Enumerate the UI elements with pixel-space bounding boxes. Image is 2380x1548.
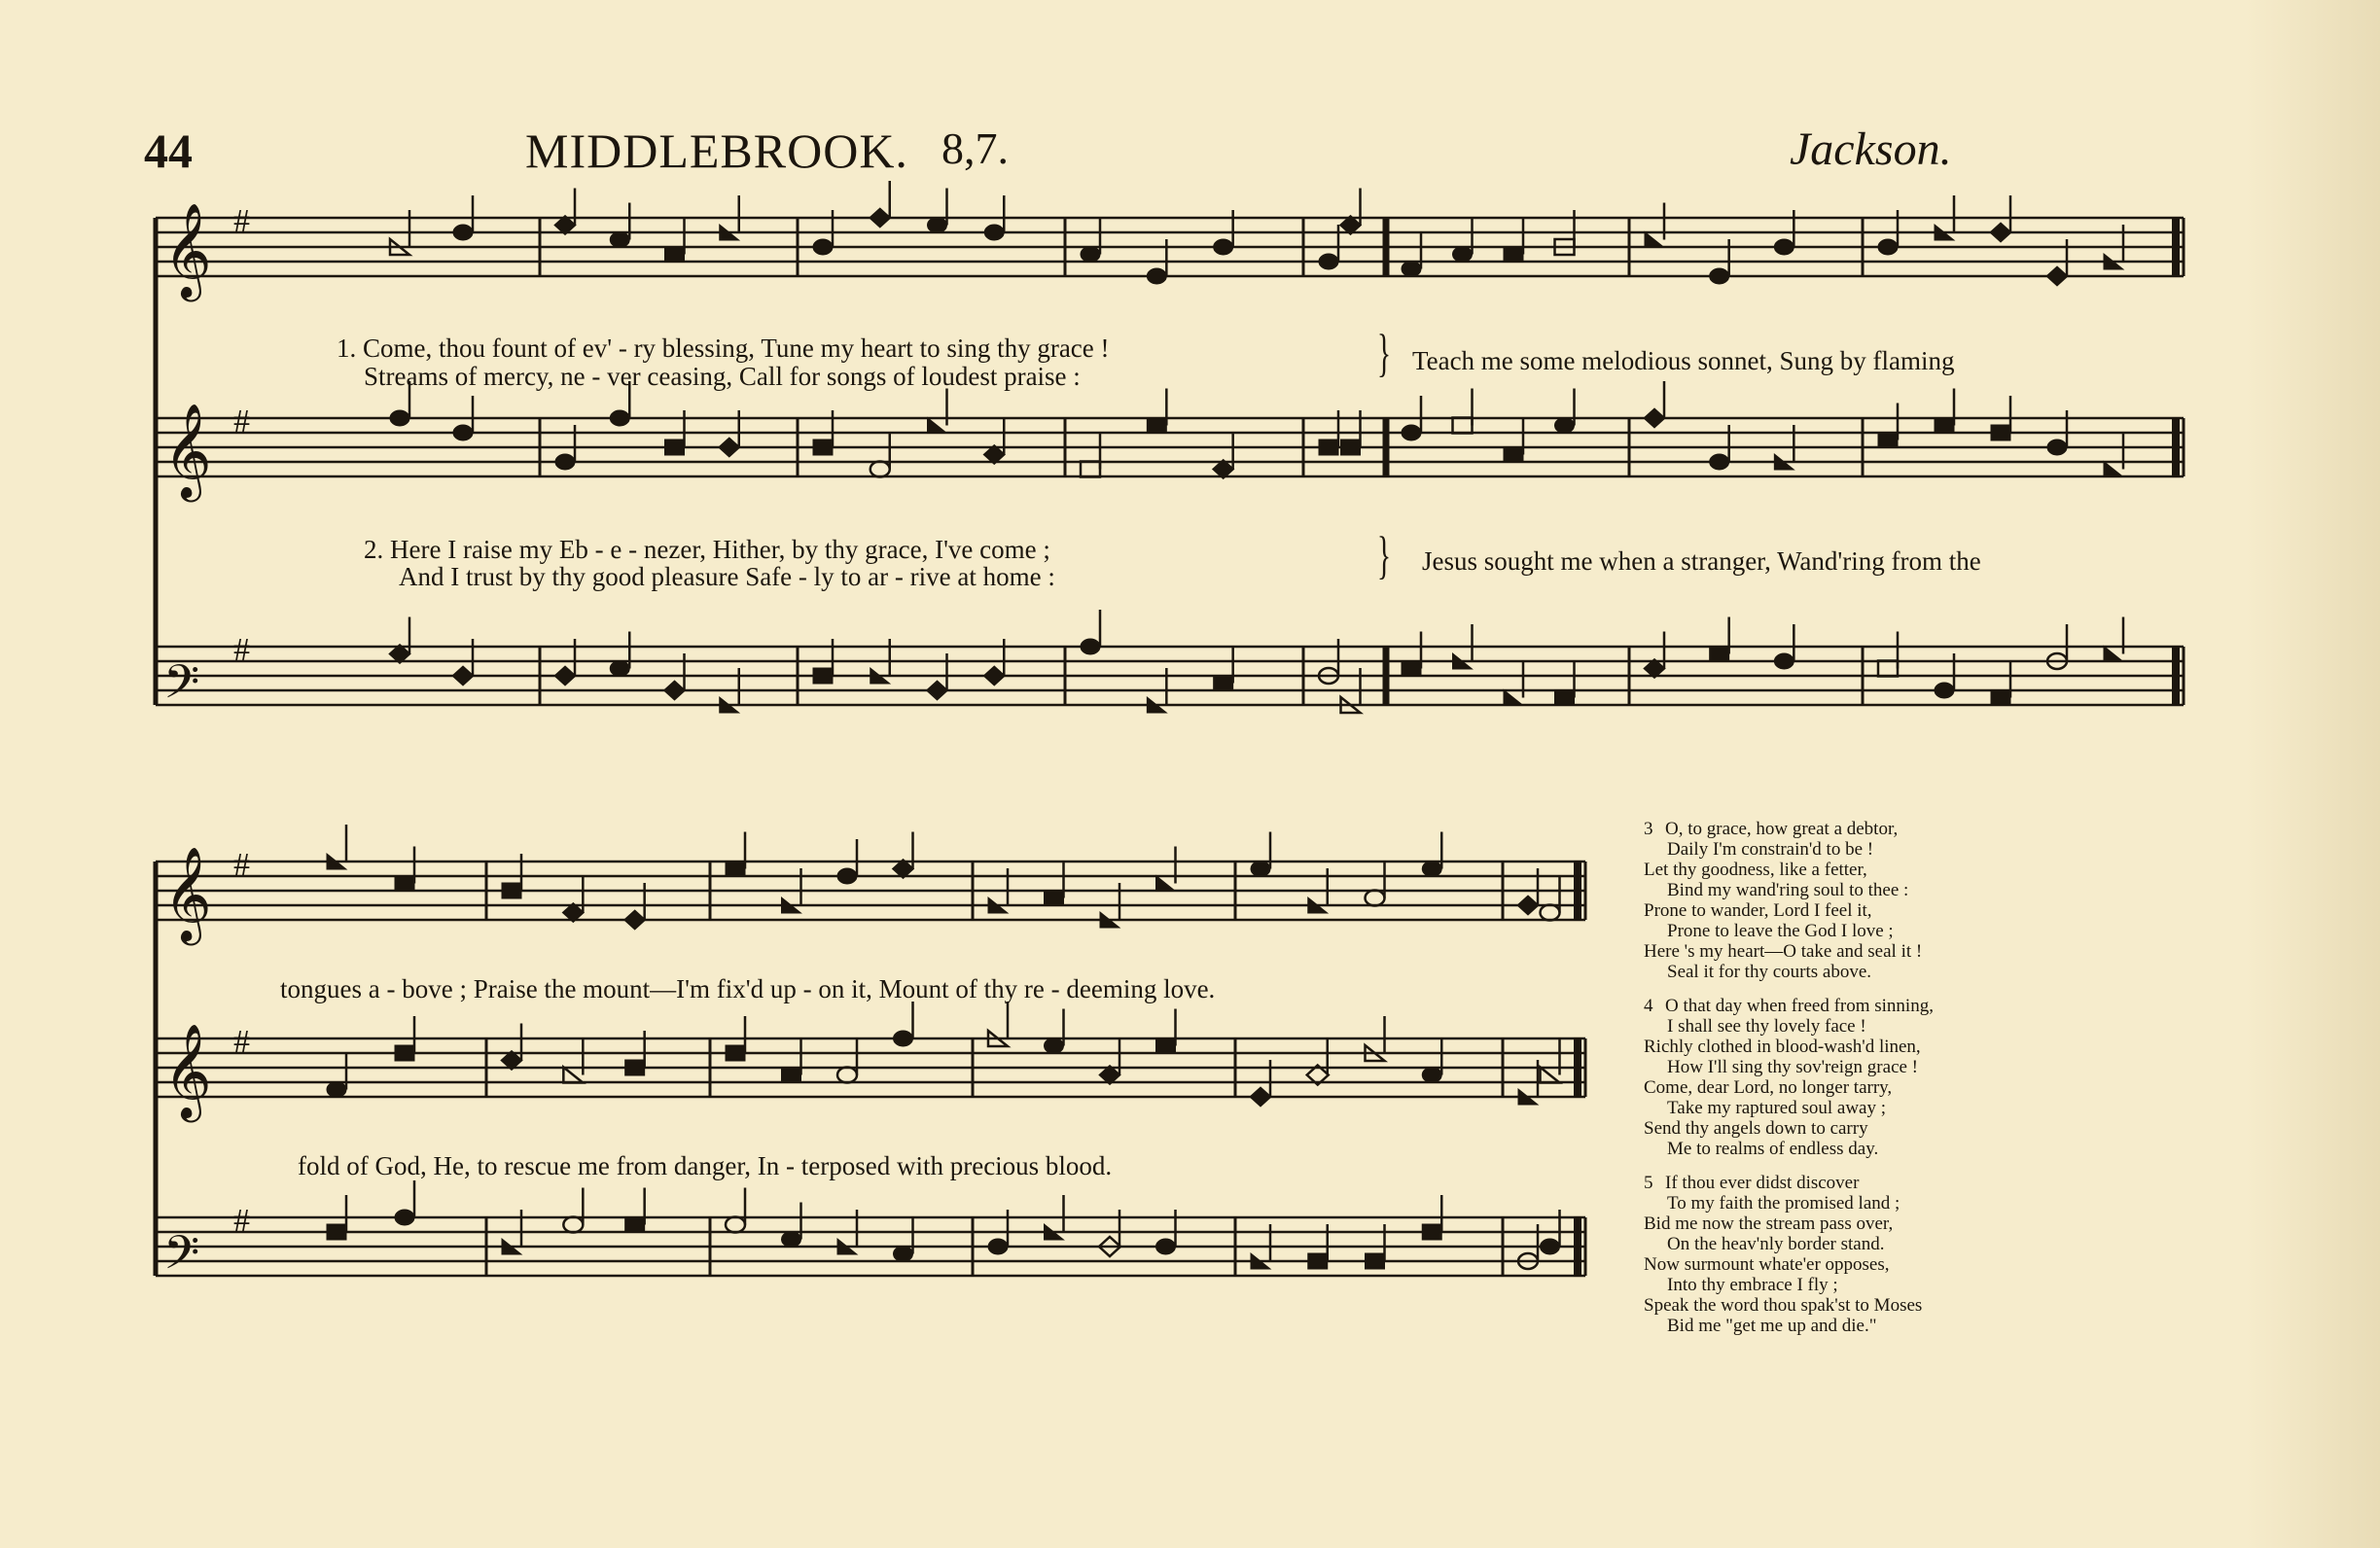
sharp-icon: # bbox=[233, 203, 250, 239]
square-note bbox=[1991, 425, 2010, 440]
round-note bbox=[555, 454, 575, 470]
round-note bbox=[837, 868, 857, 884]
square-note bbox=[1147, 418, 1166, 434]
verse-line: I shall see thy lovely face ! bbox=[1667, 1016, 1866, 1037]
square-note bbox=[782, 1068, 801, 1083]
triangle-note bbox=[2104, 647, 2123, 662]
diamond-note bbox=[2046, 266, 2068, 286]
round-note bbox=[1251, 862, 1270, 877]
round-note bbox=[870, 462, 890, 477]
square-note bbox=[1935, 418, 1954, 434]
round-note bbox=[988, 1239, 1008, 1254]
square-note bbox=[1710, 647, 1729, 662]
additional-verses bbox=[1644, 819, 2091, 1350]
square-note bbox=[1045, 891, 1064, 906]
verse-line: Bid me "get me up and die." bbox=[1667, 1316, 1877, 1336]
diamond-note bbox=[664, 681, 686, 700]
round-note bbox=[1422, 862, 1441, 877]
verse-line: Speak the word thou spak'st to Moses bbox=[1644, 1295, 1923, 1316]
round-note bbox=[1935, 683, 1954, 698]
verse2-line2: And I trust by thy good pleasure Safe - ly to ar - rive at home : bbox=[399, 562, 1055, 591]
square-note bbox=[1308, 1253, 1328, 1269]
triangle-note bbox=[1156, 876, 1176, 892]
round-note bbox=[1710, 268, 1729, 284]
square-note bbox=[665, 440, 685, 455]
verse1-line1: 1. Come, thou fount of ev' - ry blessing, Tune my heart to sing thy grace ! bbox=[337, 334, 1110, 363]
treble-clef-icon: 𝄞 bbox=[163, 403, 212, 498]
square-note bbox=[813, 668, 833, 684]
clefs bbox=[163, 202, 250, 1291]
triangle-note bbox=[2104, 462, 2123, 477]
triangle-note bbox=[1541, 1068, 1560, 1083]
tune-title: MIDDLEBROOK. bbox=[525, 123, 908, 178]
round-note bbox=[1402, 262, 1421, 277]
square-note bbox=[1504, 247, 1523, 263]
verse-4 bbox=[1644, 996, 2091, 1159]
verse-line: Seal it for thy courts above. bbox=[1667, 962, 1872, 982]
verse2-ending: fold of God, He, to rescue me from danger, In - terposed with precious blood. bbox=[298, 1151, 1113, 1180]
round-note bbox=[782, 1232, 801, 1248]
verse-line: Send thy angels down to carry bbox=[1644, 1118, 1868, 1139]
square-note bbox=[395, 876, 414, 892]
diamond-note bbox=[1990, 223, 2011, 242]
verse-line: Take my raptured soul away ; bbox=[1667, 1098, 1887, 1118]
square-note bbox=[726, 862, 745, 877]
bass-clef-icon: 𝄢 bbox=[163, 654, 200, 721]
round-note bbox=[390, 410, 409, 426]
diamond-note bbox=[452, 666, 474, 686]
verse-line: Let thy goodness, like a fetter, bbox=[1644, 860, 1867, 880]
round-note bbox=[563, 1217, 583, 1233]
triangle-note bbox=[1645, 232, 1664, 248]
square-note bbox=[1991, 690, 2010, 706]
composer: Jackson. bbox=[1790, 123, 1952, 175]
square-note bbox=[1319, 440, 1338, 455]
lyric-brace: } bbox=[1376, 324, 1392, 382]
round-note bbox=[1402, 425, 1421, 440]
square-note bbox=[1402, 661, 1421, 677]
verse2-line1: 2. Here I raise my Eb - e - nezer, Hither, by thy grace, I've come ; bbox=[364, 535, 1050, 564]
round-note bbox=[453, 425, 473, 440]
verse1-ending: tongues a - bove ; Praise the mount—I'm fix'd up - on it, Mount of thy re - deeming love. bbox=[280, 974, 1216, 1003]
square-note bbox=[327, 1224, 346, 1240]
triangle-note bbox=[1504, 690, 1523, 706]
round-note bbox=[1541, 1239, 1560, 1254]
square-note bbox=[813, 440, 833, 455]
square-note bbox=[625, 1217, 645, 1233]
diamond-note bbox=[624, 910, 646, 930]
square-note bbox=[625, 1060, 645, 1075]
diamond-note bbox=[554, 666, 576, 686]
square-note bbox=[1422, 1224, 1441, 1240]
square-note bbox=[1081, 462, 1100, 477]
square-note bbox=[665, 247, 685, 263]
verse-number: 3 bbox=[1644, 819, 1653, 839]
square-note bbox=[1453, 418, 1473, 434]
verse-number: 5 bbox=[1644, 1173, 1653, 1193]
treble-clef-icon: 𝄞 bbox=[163, 1023, 212, 1118]
round-note bbox=[1081, 639, 1100, 654]
verse-line: Prone to wander, Lord I feel it, bbox=[1644, 900, 1872, 921]
round-note bbox=[1710, 454, 1729, 470]
square-note bbox=[395, 1045, 414, 1061]
diamond-note bbox=[983, 666, 1005, 686]
round-note bbox=[453, 225, 473, 240]
round-note bbox=[813, 239, 833, 255]
round-note bbox=[1081, 247, 1100, 263]
round-note bbox=[327, 1082, 346, 1098]
diamond-note bbox=[870, 208, 891, 228]
verse-line: Here 's my heart—O take and seal it ! bbox=[1644, 941, 1923, 962]
round-note bbox=[894, 1247, 913, 1262]
meter: 8,7. bbox=[941, 123, 1009, 173]
sharp-icon: # bbox=[233, 1203, 250, 1239]
verse-number: 4 bbox=[1644, 996, 1653, 1016]
round-note bbox=[1156, 1239, 1176, 1254]
round-note bbox=[1045, 1038, 1064, 1054]
verse-line: How I'll sing thy sov'reign grace ! bbox=[1667, 1057, 1919, 1077]
verse-line: Come, dear Lord, no longer tarry, bbox=[1644, 1077, 1893, 1098]
triangle-note bbox=[928, 418, 947, 434]
verse1-line2: Streams of mercy, ne - ver ceasing, Call for songs of loudest praise : bbox=[364, 362, 1081, 391]
round-note bbox=[894, 1031, 913, 1046]
round-note bbox=[1541, 905, 1560, 921]
verse-line: Into thy embrace I fly ; bbox=[1667, 1275, 1838, 1295]
round-note bbox=[726, 1217, 745, 1233]
verse-line: 4 O that day when freed from sinning, bbox=[1644, 996, 1934, 1016]
verse1-continuation: Teach me some melodious sonnet, Sung by flaming bbox=[1412, 346, 1955, 375]
square-note bbox=[726, 1045, 745, 1061]
round-note bbox=[1774, 653, 1794, 669]
verse-line: On the heav'nly border stand. bbox=[1667, 1234, 1885, 1254]
verse-line: To my faith the promised land ; bbox=[1667, 1193, 1900, 1214]
square-note bbox=[1156, 1038, 1176, 1054]
square-note bbox=[1555, 690, 1575, 706]
round-note bbox=[1422, 1068, 1441, 1083]
square-note bbox=[1366, 1253, 1385, 1269]
round-note bbox=[837, 1068, 857, 1083]
verse-line: Richly clothed in blood-wash'd linen, bbox=[1644, 1037, 1921, 1057]
square-note bbox=[1214, 676, 1233, 691]
round-note bbox=[1878, 239, 1898, 255]
round-note bbox=[1214, 239, 1233, 255]
square-note bbox=[1341, 440, 1361, 455]
sharp-icon: # bbox=[233, 632, 250, 668]
treble-clef-icon: 𝄞 bbox=[163, 202, 212, 298]
square-note bbox=[502, 883, 521, 898]
triangle-note bbox=[563, 1068, 583, 1083]
verse-line: 5 If thou ever didst discover bbox=[1644, 1173, 1860, 1193]
round-note bbox=[395, 1210, 414, 1225]
round-note bbox=[2047, 440, 2067, 455]
round-note bbox=[610, 232, 629, 248]
lyric-brace: } bbox=[1376, 526, 1392, 584]
diamond-note bbox=[719, 438, 740, 457]
round-note bbox=[1555, 418, 1575, 434]
round-note bbox=[610, 410, 629, 426]
round-note bbox=[1319, 254, 1338, 269]
verse-3 bbox=[1644, 819, 2091, 982]
square-note bbox=[1504, 447, 1523, 463]
round-note bbox=[1774, 239, 1794, 255]
bass-clef-icon: 𝄢 bbox=[163, 1225, 200, 1291]
verse-line: Bid me now the stream pass over, bbox=[1644, 1214, 1894, 1234]
verse-line: 3 O, to grace, how great a debtor, bbox=[1644, 819, 1899, 839]
verse-5 bbox=[1644, 1173, 2091, 1336]
diamond-note bbox=[927, 681, 948, 700]
round-note bbox=[1453, 247, 1473, 263]
page-number: 44 bbox=[144, 123, 193, 178]
sharp-icon: # bbox=[233, 1024, 250, 1060]
round-note bbox=[610, 661, 629, 677]
round-note bbox=[928, 218, 947, 233]
round-note bbox=[1366, 891, 1385, 906]
sharp-icon: # bbox=[233, 404, 250, 440]
round-note bbox=[984, 225, 1004, 240]
verse-line: Prone to leave the God I love ; bbox=[1667, 921, 1894, 941]
verse-line: Now surmount whate'er opposes, bbox=[1644, 1254, 1890, 1275]
verse-line: Daily I'm constrain'd to be ! bbox=[1667, 839, 1874, 860]
diamond-note bbox=[1250, 1087, 1271, 1107]
sharp-icon: # bbox=[233, 847, 250, 883]
round-note bbox=[1147, 268, 1166, 284]
diamond-note bbox=[1517, 896, 1539, 915]
square-note bbox=[1878, 433, 1898, 448]
verse2-continuation: Jesus sought me when a stranger, Wand'ring from the bbox=[1422, 546, 1981, 576]
verse-line: Me to realms of endless day. bbox=[1667, 1139, 1879, 1159]
verse-line: Bind my wand'ring soul to thee : bbox=[1667, 880, 1909, 900]
treble-clef-icon: 𝄞 bbox=[163, 846, 212, 941]
square-note bbox=[1878, 661, 1898, 677]
diamond-note bbox=[1644, 408, 1665, 428]
